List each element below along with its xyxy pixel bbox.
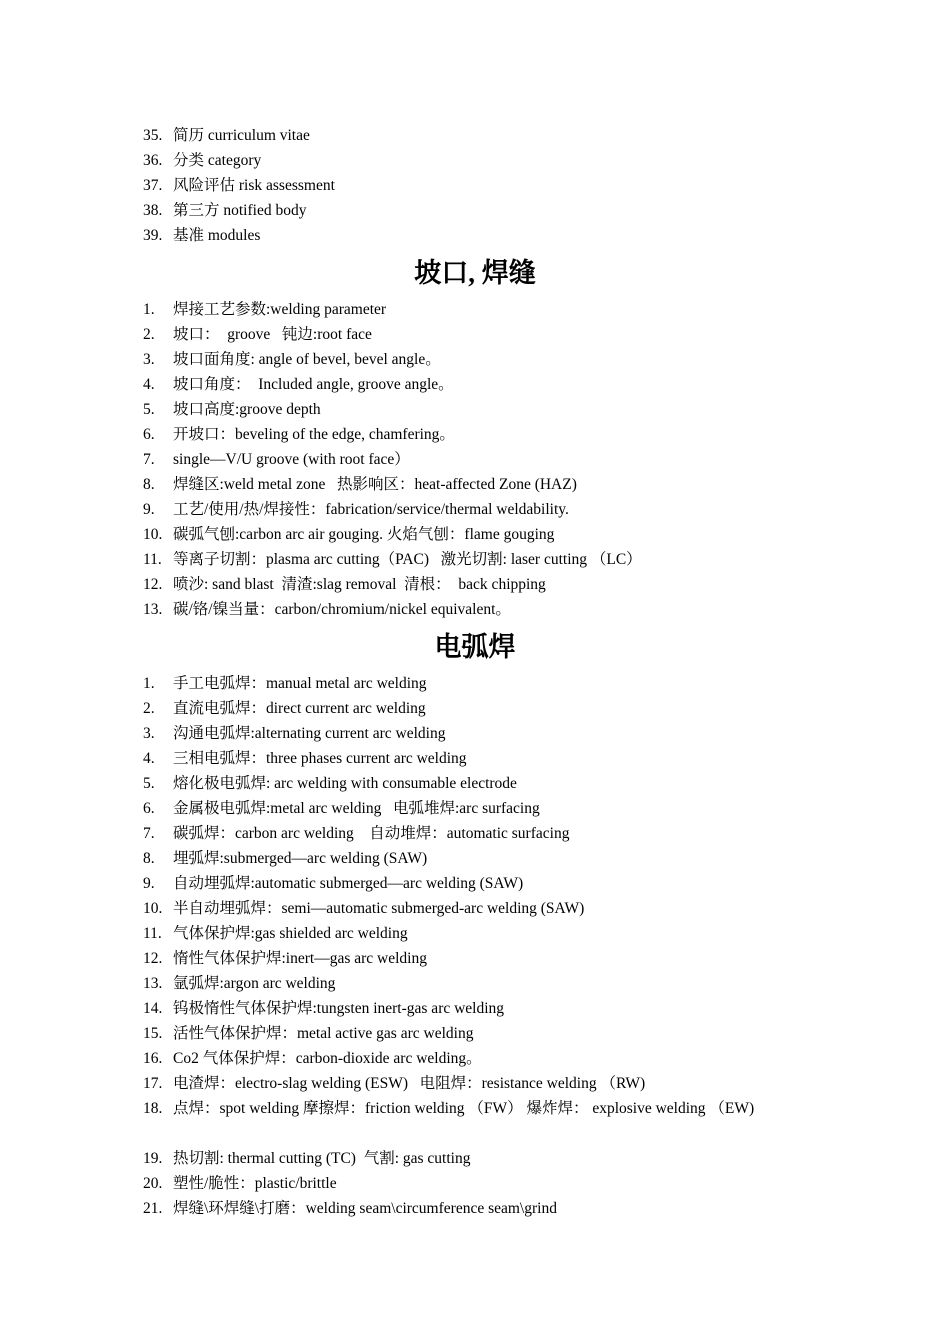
list-item	[143, 447, 813, 472]
item-text: 坡口高度:groove depth	[173, 401, 321, 418]
item-number: 37.	[143, 177, 163, 194]
list-item	[143, 696, 813, 721]
item-text: 电渣焊：electro-slag welding (ESW) 电阻焊：resistance welding （RW)	[173, 1075, 646, 1092]
item-text: 熔化极电弧焊: arc welding with consumable electrode	[173, 775, 517, 792]
item-text: 直流电弧焊：direct current arc welding	[173, 700, 426, 717]
list-item	[143, 1021, 813, 1046]
item-number: 12.	[143, 576, 163, 593]
item-text: 工艺/使用/热/焊接性：fabrication/service/thermal weldability.	[173, 501, 569, 518]
list-item	[143, 896, 813, 921]
item-text: 分类 category	[173, 152, 262, 169]
item-number: 10.	[143, 900, 163, 917]
item-number: 12.	[143, 950, 163, 967]
item-number: 2.	[143, 700, 155, 717]
item-number: 3.	[143, 351, 155, 368]
item-text: 塑性/脆性：plastic/brittle	[173, 1175, 337, 1192]
item-number: 38.	[143, 202, 163, 219]
item-text: 风险评估 risk assessment	[173, 177, 335, 194]
list-item	[143, 946, 813, 971]
list-item	[143, 846, 813, 871]
item-text: 简历 curriculum vitae	[173, 127, 310, 144]
item-number: 1.	[143, 301, 155, 318]
item-text: 焊缝\环焊缝\打磨：welding seam\circumference seam\grind	[173, 1200, 557, 1217]
item-number: 7.	[143, 451, 155, 468]
list-item	[143, 1146, 813, 1171]
item-number: 13.	[143, 975, 163, 992]
list-item	[143, 223, 813, 248]
list-item	[143, 746, 813, 771]
item-number: 17.	[143, 1075, 163, 1092]
item-number: 35.	[143, 127, 163, 144]
list-item	[143, 547, 813, 572]
item-text: 碳/铬/镍当量：carbon/chromium/nickel equivalent。	[173, 601, 511, 618]
term-list-intro	[143, 123, 813, 248]
item-text: 碳弧焊：carbon arc welding 自动堆焊：automatic surfacing	[173, 825, 570, 842]
item-text: 沟通电弧焊:alternating current arc welding	[173, 725, 446, 742]
list-item	[143, 1046, 813, 1071]
item-text: 自动埋弧焊:automatic submerged—arc welding (SAW)	[173, 875, 524, 892]
item-number: 8.	[143, 476, 155, 493]
item-number: 21.	[143, 1200, 163, 1217]
item-number: 10.	[143, 526, 163, 543]
item-number: 6.	[143, 426, 155, 443]
list-item	[143, 597, 813, 622]
item-number: 5.	[143, 401, 155, 418]
list-item	[143, 497, 813, 522]
list-item	[143, 123, 813, 148]
item-text: 金属极电弧焊:metal arc welding 电弧堆焊:arc surfacing	[173, 800, 540, 817]
term-list-arc-welding	[143, 671, 813, 1221]
item-text: 碳弧气刨:carbon arc air gouging. 火焰气刨：flame gouging	[173, 526, 555, 543]
list-item	[143, 173, 813, 198]
list-item	[143, 971, 813, 996]
item-number: 15.	[143, 1025, 163, 1042]
item-text: single—V/U groove (with root face）	[173, 451, 410, 468]
item-number: 2.	[143, 326, 155, 343]
list-item	[143, 721, 813, 746]
list-item	[143, 322, 813, 347]
item-number: 9.	[143, 875, 155, 892]
item-text: 氩弧焊:argon arc welding	[173, 975, 336, 992]
list-item	[143, 796, 813, 821]
item-text: 手工电弧焊：manual metal arc welding	[173, 675, 427, 692]
section-heading-arc-welding: 电弧焊	[434, 632, 516, 662]
list-item	[143, 297, 813, 322]
item-number: 11.	[143, 551, 162, 568]
list-item	[143, 347, 813, 372]
list-item	[143, 397, 813, 422]
item-text: 第三方 notified body	[173, 202, 307, 219]
item-number: 18.	[143, 1100, 163, 1117]
item-text: 基准 modules	[173, 227, 261, 244]
term-list-groove	[143, 297, 813, 622]
list-item	[143, 996, 813, 1021]
list-item	[143, 671, 813, 696]
list-item	[143, 921, 813, 946]
list-item	[143, 572, 813, 597]
item-text: 半自动埋弧焊：semi—automatic submerged-arc welding (SAW)	[173, 900, 585, 917]
item-number: 36.	[143, 152, 163, 169]
list-item	[143, 1171, 813, 1196]
item-number: 9.	[143, 501, 155, 518]
item-number: 8.	[143, 850, 155, 867]
list-item	[143, 148, 813, 173]
list-item	[143, 871, 813, 896]
item-text: Co2 气体保护焊：carbon-dioxide arc welding。	[173, 1050, 482, 1067]
item-number: 13.	[143, 601, 163, 618]
item-number: 4.	[143, 376, 155, 393]
list-item	[143, 372, 813, 397]
item-number: 19.	[143, 1150, 163, 1167]
list-item	[143, 1196, 813, 1221]
list-item	[143, 1096, 813, 1146]
item-number: 4.	[143, 750, 155, 767]
item-text: 三相电弧焊：three phases current arc welding	[173, 750, 467, 767]
item-text: 坡口： groove 钝边:root face	[173, 326, 372, 343]
item-text: 坡口面角度: angle of bevel, bevel angle。	[173, 351, 441, 368]
item-text: 埋弧焊:submerged—arc welding (SAW)	[173, 850, 428, 867]
item-text: 开坡口：beveling of the edge, chamfering。	[173, 426, 455, 443]
item-text: 活性气体保护焊：metal active gas arc welding	[173, 1025, 474, 1042]
item-text: 热切割: thermal cutting (TC) 气割: gas cutting	[173, 1150, 471, 1167]
item-text: 等离子切割：plasma arc cutting（PAC) 激光切割: laser cutting （LC）	[173, 551, 642, 568]
item-text: 喷沙: sand blast 清渣:slag removal 清根： back chipping	[173, 576, 546, 593]
list-item	[143, 1071, 813, 1096]
item-number: 20.	[143, 1175, 163, 1192]
item-number: 11.	[143, 925, 162, 942]
item-number: 5.	[143, 775, 155, 792]
item-text: 焊接工艺参数:welding parameter	[173, 301, 387, 318]
list-item	[143, 422, 813, 447]
item-text: 钨极惰性气体保护焊:tungsten inert-gas arc welding	[173, 1000, 505, 1017]
list-item	[143, 522, 813, 547]
item-text: 点焊：spot welding 摩擦焊：friction welding （FW） 爆炸焊： explosive welding （EW)	[173, 1100, 755, 1117]
item-number: 14.	[143, 1000, 163, 1017]
item-text: 气体保护焊:gas shielded arc welding	[173, 925, 408, 942]
item-number: 1.	[143, 675, 155, 692]
item-number: 39.	[143, 227, 163, 244]
list-item	[143, 472, 813, 497]
item-number: 6.	[143, 800, 155, 817]
list-item	[143, 771, 813, 796]
section-heading-groove: 坡口, 焊缝	[414, 258, 536, 288]
item-number: 7.	[143, 825, 155, 842]
list-item	[143, 821, 813, 846]
item-text: 坡口角度： Included angle, groove angle。	[173, 376, 454, 393]
item-number: 16.	[143, 1050, 163, 1067]
item-text: 惰性气体保护焊:inert—gas arc welding	[173, 950, 427, 967]
list-item	[143, 198, 813, 223]
item-text: 焊缝区:weld metal zone 热影响区：heat-affected Zone (HAZ)	[173, 476, 577, 493]
item-number: 3.	[143, 725, 155, 742]
